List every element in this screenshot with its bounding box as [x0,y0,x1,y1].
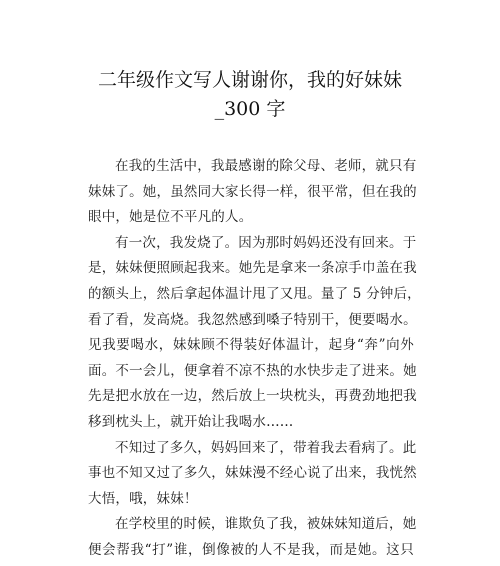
text-line: 在学校里的时候，谁欺负了我，被妹妹知道后，她 [115,516,417,533]
article-title-line-1: 二年级作文写人谢谢你，我的好妹妹 [97,69,402,91]
text-line: 看了看，发高烧。我忽然感到嗓子特别干，便要喝水。 [88,311,417,328]
text-line: 不知过了多久，妈妈回来了，带着我去看病了。此 [115,439,417,456]
text-line: 大悟，哦，妹妹！ [88,490,198,507]
article-title-line-2: _300 字 [214,98,286,120]
text-line: 有一次，我发烧了。因为那时妈妈还没有回来。于 [115,234,417,251]
text-line: 的额头上，然后拿起体温计甩了又甩。量了 5 分钟后， [88,285,421,302]
text-line: 事也不知又过了多久，妹妹漫不经心说了出来，我恍然 [88,465,417,482]
article-title [60,66,440,124]
text-line: 在我的生活中，我最感谢的除父母、老师，就只有 [115,158,417,174]
text-line: 是，妹妹便照顾起我来。她先是拿来一条凉手巾盖在我 [88,260,417,277]
text-line: 移到枕头上，就开始让我喝水…… [88,413,294,430]
text-line: 见我要喝水，妹妹顾不得装好体温计，起身“奔”向外 [88,337,414,354]
text-line: 便会帮我“打”谁，倒像被的人不是我，而是她。这只 [88,541,414,558]
text-line: 妹妹了。她，虽然同大家长得一样，很平常，但在我的 [88,183,417,200]
text-line: 先是把水放在一边，然后放上一块枕头，再费劲地把我 [88,388,417,405]
text-line: 面。不一会儿，便拿着不凉不热的水快步走了进来。她 [88,362,417,379]
text-line: 眼中，她是位不平凡的人。 [88,209,253,226]
article-body [88,154,421,564]
